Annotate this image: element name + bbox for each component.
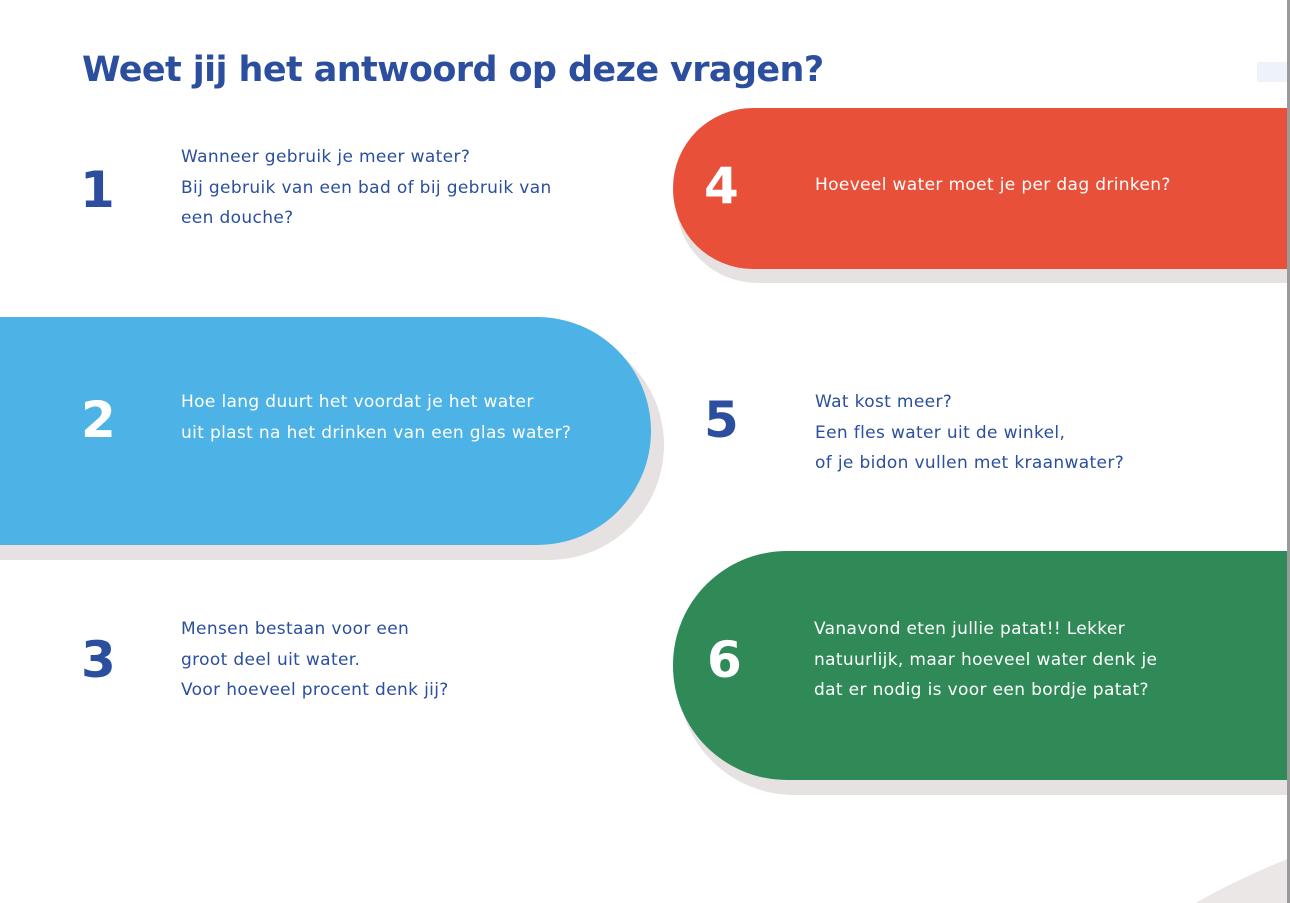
question-line: uit plast na het drinken van een glas water? xyxy=(181,422,572,443)
corner-mark xyxy=(1257,62,1287,82)
question-line: Hoeveel water moet je per dag drinken? xyxy=(815,175,1171,195)
question-line: Wat kost meer? xyxy=(815,392,953,412)
question-line: groot deel uit water. xyxy=(181,649,361,670)
question-line: Bij gebruik van een bad of bij gebruik van xyxy=(181,177,552,198)
question-line: Een fles water uit de winkel, xyxy=(815,422,1066,443)
question-line: Vanavond eten jullie patat!! Lekker xyxy=(814,619,1126,639)
question-text xyxy=(181,142,552,234)
question-text xyxy=(181,614,449,706)
question-number: 4 xyxy=(704,157,739,215)
question-number: 1 xyxy=(80,161,115,219)
question-text xyxy=(181,387,571,448)
question-line: Wanneer gebruik je meer water? xyxy=(181,147,471,167)
question-line: een douche? xyxy=(181,208,294,228)
question-line: natuurlijk, maar hoeveel water denk je xyxy=(814,649,1158,670)
question-number: 5 xyxy=(704,391,739,449)
question-line: Voor hoeveel procent denk jij? xyxy=(181,680,449,700)
question-text xyxy=(815,170,1171,201)
question-number: 3 xyxy=(81,631,116,689)
question-line: of je bidon vullen met kraanwater? xyxy=(815,453,1125,473)
question-line: Hoe lang duurt het voordat je het water xyxy=(181,392,534,412)
question-number: 2 xyxy=(81,391,116,449)
question-text xyxy=(814,614,1157,706)
decorative-blob xyxy=(930,795,1290,903)
question-line: dat er nodig is voor een bordje patat? xyxy=(814,680,1149,700)
page-title: Weet jij het antwoord op deze vragen? xyxy=(82,50,824,90)
question-line: Mensen bestaan voor een xyxy=(181,619,410,639)
question-text xyxy=(815,387,1124,479)
question-number: 6 xyxy=(707,631,742,689)
